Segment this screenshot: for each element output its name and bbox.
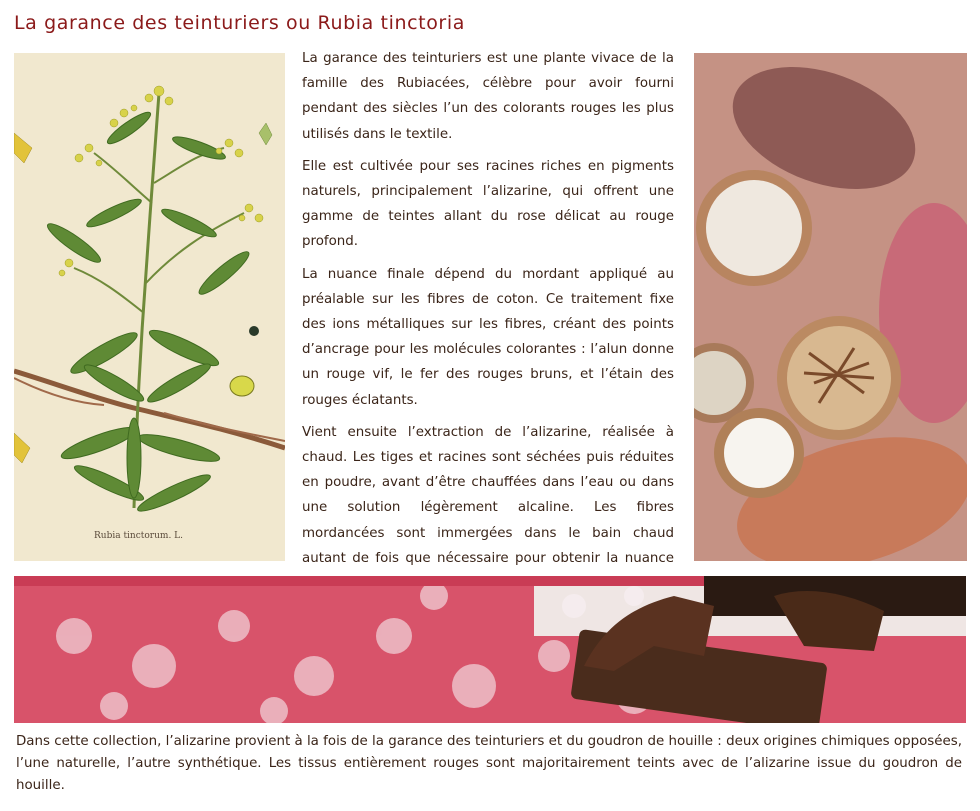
paragraph: Elle est cultivée pour ses racines riches en pigments naturels, principalement l’alizarine, qui offrent une gamme de teintes allant du rose délicat au rouge profond.	[302, 158, 674, 250]
printed-fabric-illustration	[14, 576, 966, 723]
footer-text: Dans cette collection, l’alizarine provient à la fois de la garance des teinturiers et du goudron de houille : deux origines chimiques opposées, l’une naturelle, l’autre synthétique. Les tissus entièrement rouges sont majoritairement teints avec de l’alizarine issue du goudron de houille.	[16, 734, 962, 793]
dye-materials-illustration	[694, 53, 967, 561]
rubia-plant-illustration	[14, 53, 285, 561]
botanical-plate-image	[14, 53, 285, 561]
plate-caption: Rubia tinctorum. L.	[94, 531, 183, 541]
page-title: La garance des teinturiers ou Rubia tinctoria	[14, 12, 465, 34]
block-printing-photo	[14, 576, 966, 723]
yarn-and-bowls-photo	[694, 53, 967, 561]
paragraph: Vient ensuite l’extraction de l’alizarine, réalisée à chaud. Les tiges et racines sont séchées puis réduites en poudre, avant d’être chauffées dans l’eau ou dans une solution légèrement alcaline. Les fibres mordancées sont immergées dans le bain chaud autant de fois que nécessaire pour obtenir la nuance	[302, 424, 674, 566]
paragraph: La nuance finale dépend du mordant appliqué au préalable sur les fibres de coton. Ce traitement fixe des ions métalliques sur les fibres, créant des points d’ancrage pour les molécules colorantes : l’alun donne un rouge vif, le fer des rouges bruns, et l’étain des rouges éclatants.	[302, 266, 674, 408]
paragraph: La garance des teinturiers est une plante vivace de la famille des Rubiacées, célèbre pour avoir fourni pendant des siècles l’un des colorants rouges les plus utilisés dans le textile.	[302, 51, 674, 142]
body-text	[302, 46, 674, 603]
